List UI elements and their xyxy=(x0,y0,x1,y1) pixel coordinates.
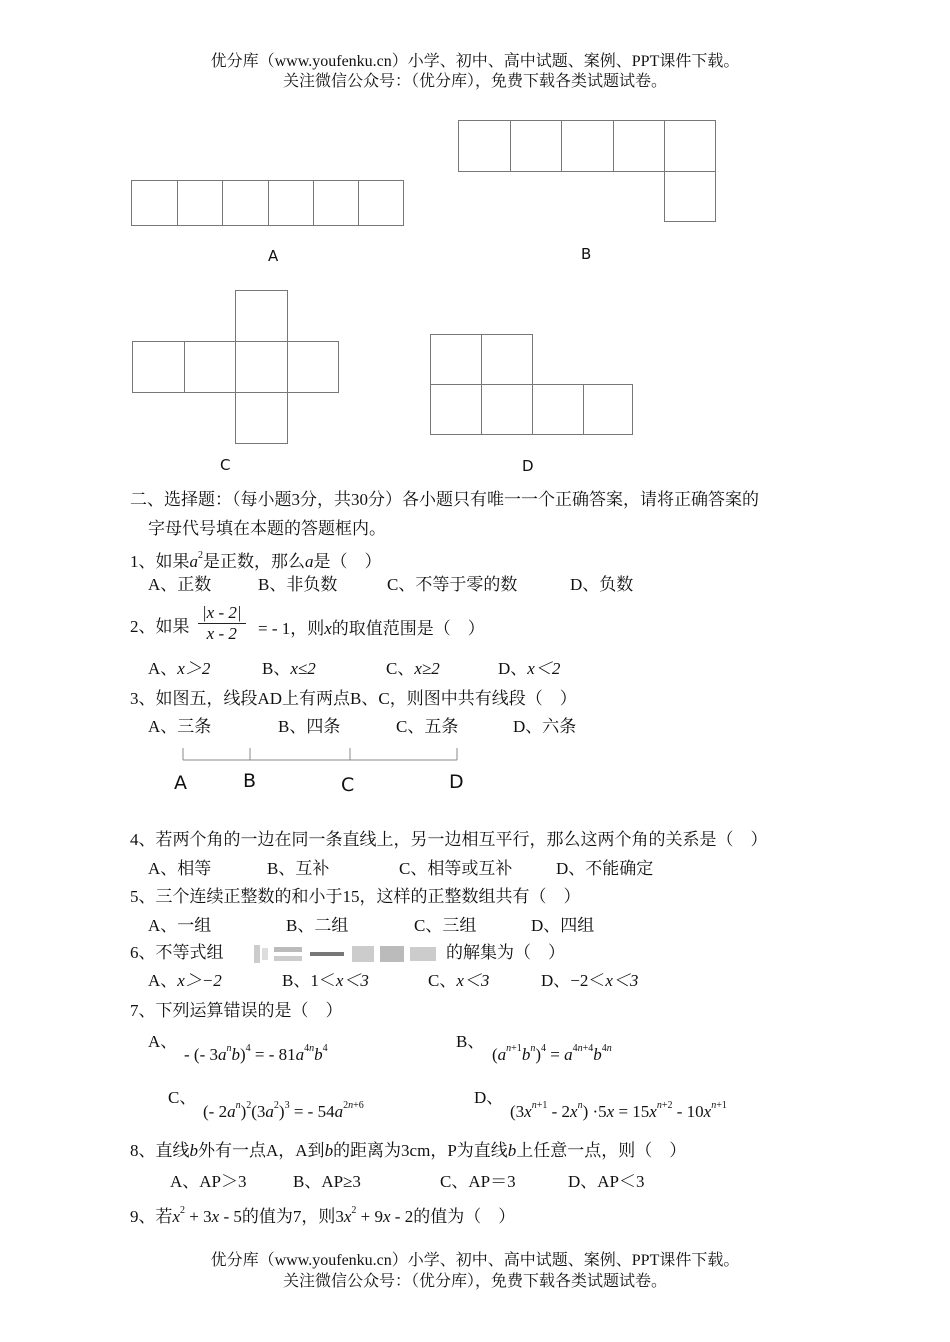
q7-label-c: C、 xyxy=(168,1088,197,1107)
q2-option-a: A、x＞2 xyxy=(148,659,211,678)
q3-option-c: C、五条 xyxy=(396,717,459,736)
point-b-label: B xyxy=(243,770,257,792)
point-c-label: C xyxy=(341,774,355,796)
figure-d-label: D xyxy=(522,457,534,475)
footer-line-2: 关注微信公众号：（优分库），免费下载各类试题试卷。 xyxy=(282,1273,667,1290)
q5-option-d: D、四组 xyxy=(531,916,595,935)
q1-option-d: D、负数 xyxy=(570,575,634,594)
question-6-suffix: 的解集为（ ） xyxy=(446,943,565,962)
q7-expression-c: (- $2a^n)^2(3a^2)^3$ = - $54a^{2n+6}$ xyxy=(203,1100,364,1121)
q2-option-c: C、x≥2 xyxy=(386,659,440,678)
q4-option-d: D、不能确定 xyxy=(556,859,654,878)
header-line-2: 关注微信公众号：（优分库），免费下载各类试题试卷。 xyxy=(282,73,667,90)
q3-option-b: B、四条 xyxy=(278,717,341,736)
q7-label-a: A、 xyxy=(148,1032,178,1051)
inequality-system-image xyxy=(252,942,442,966)
q4-option-c: C、相等或互补 xyxy=(399,859,513,878)
segment-diagram xyxy=(170,740,480,770)
question-1: 1、如果$a^2$是正数，那么a是（ ） xyxy=(130,550,382,571)
section-title-line-1: 二、选择题：（每小题3分，共30分）各小题只有唯一一个正确答案，请将正确答案的 xyxy=(130,490,759,509)
header-line-1: 优分库（www.youfenku.cn）小学、初中、高中试题、案例、PPT课件下载。 xyxy=(210,53,740,70)
q4-option-b: B、互补 xyxy=(267,859,330,878)
question-6-prefix: 6、不等式组 xyxy=(130,943,224,962)
question-2-fraction: $\frac{|x - 2|}{x - 2}$ xyxy=(198,603,246,644)
question-2-prefix: 2、如果 xyxy=(130,617,190,636)
q5-option-c: C、三组 xyxy=(414,916,477,935)
question-2-rest: = - 1，则x的取值范围是（ ） xyxy=(258,619,485,638)
question-5: 5、三个连续正整数的和小于15，这样的正整数组共有（ ） xyxy=(130,887,581,906)
question-7: 7、下列运算错误的是（ ） xyxy=(130,1001,343,1020)
question-3: 3、如图五，线段AD上有两点B、C，则图中共有线段（ ） xyxy=(130,689,577,708)
point-d-label: D xyxy=(449,771,464,793)
q1-option-b: B、非负数 xyxy=(258,575,338,594)
q5-option-a: A、一组 xyxy=(148,916,212,935)
figure-b-label: B xyxy=(581,245,592,263)
q7-expression-b: $(a^{n+1}b^n)^4 = a^{4n+4}b^{4n}$ xyxy=(492,1043,612,1064)
q6-option-c: C、x＜3 xyxy=(428,971,490,990)
q7-expression-d: $(3x^{n+1} - 2x^n) \cdot 5x = 15x^{n+2} - 10x^{n+1}$ xyxy=(510,1100,727,1121)
q6-option-b: B、1＜x＜3 xyxy=(282,971,369,990)
footer-line-1: 优分库（www.youfenku.cn）小学、初中、高中试题、案例、PPT课件下载。 xyxy=(210,1252,740,1269)
q3-option-d: D、六条 xyxy=(513,717,577,736)
figure-a-label: A xyxy=(268,247,279,265)
q7-label-d: D、 xyxy=(474,1088,504,1107)
point-a-label: A xyxy=(174,772,187,794)
q4-option-a: A、相等 xyxy=(148,859,212,878)
q1-option-a: A、正数 xyxy=(148,575,212,594)
q8-option-d: D、AP＜3 xyxy=(568,1172,645,1191)
q7-label-b: B、 xyxy=(456,1032,485,1051)
figure-c-label: C xyxy=(220,456,231,474)
q8-option-c: C、AP＝3 xyxy=(440,1172,516,1191)
question-4: 4、若两个角的一边在同一条直线上，另一边相互平行，那么这两个角的关系是（ ） xyxy=(130,830,768,849)
q8-option-b: B、AP≥3 xyxy=(293,1172,361,1191)
q3-option-a: A、三条 xyxy=(148,717,212,736)
section-title-line-2: 字母代号填在本题的答题框内。 xyxy=(148,519,386,538)
q6-option-a: A、x＞−2 xyxy=(148,971,222,990)
q8-option-a: A、AP＞3 xyxy=(170,1172,247,1191)
q7-expression-a: - (- $3a^nb)^4$ = - $81a^{4n}b^4$ xyxy=(184,1043,328,1064)
q2-option-d: D、x＜2 xyxy=(498,659,561,678)
q1-option-c: C、不等于零的数 xyxy=(387,575,518,594)
question-8: 8、直线b外有一点A，A到b的距离为3cm，P为直线b上任意一点，则（ ） xyxy=(130,1141,687,1160)
q6-option-d: D、−2＜x＜3 xyxy=(541,971,639,990)
q5-option-b: B、二组 xyxy=(286,916,349,935)
q2-option-b: B、x≤2 xyxy=(262,659,316,678)
question-9: 9、若$x^2 + 3x - 5$的值为7，则$3x^2 + 9x - 2$的值为（ ） xyxy=(130,1205,516,1226)
